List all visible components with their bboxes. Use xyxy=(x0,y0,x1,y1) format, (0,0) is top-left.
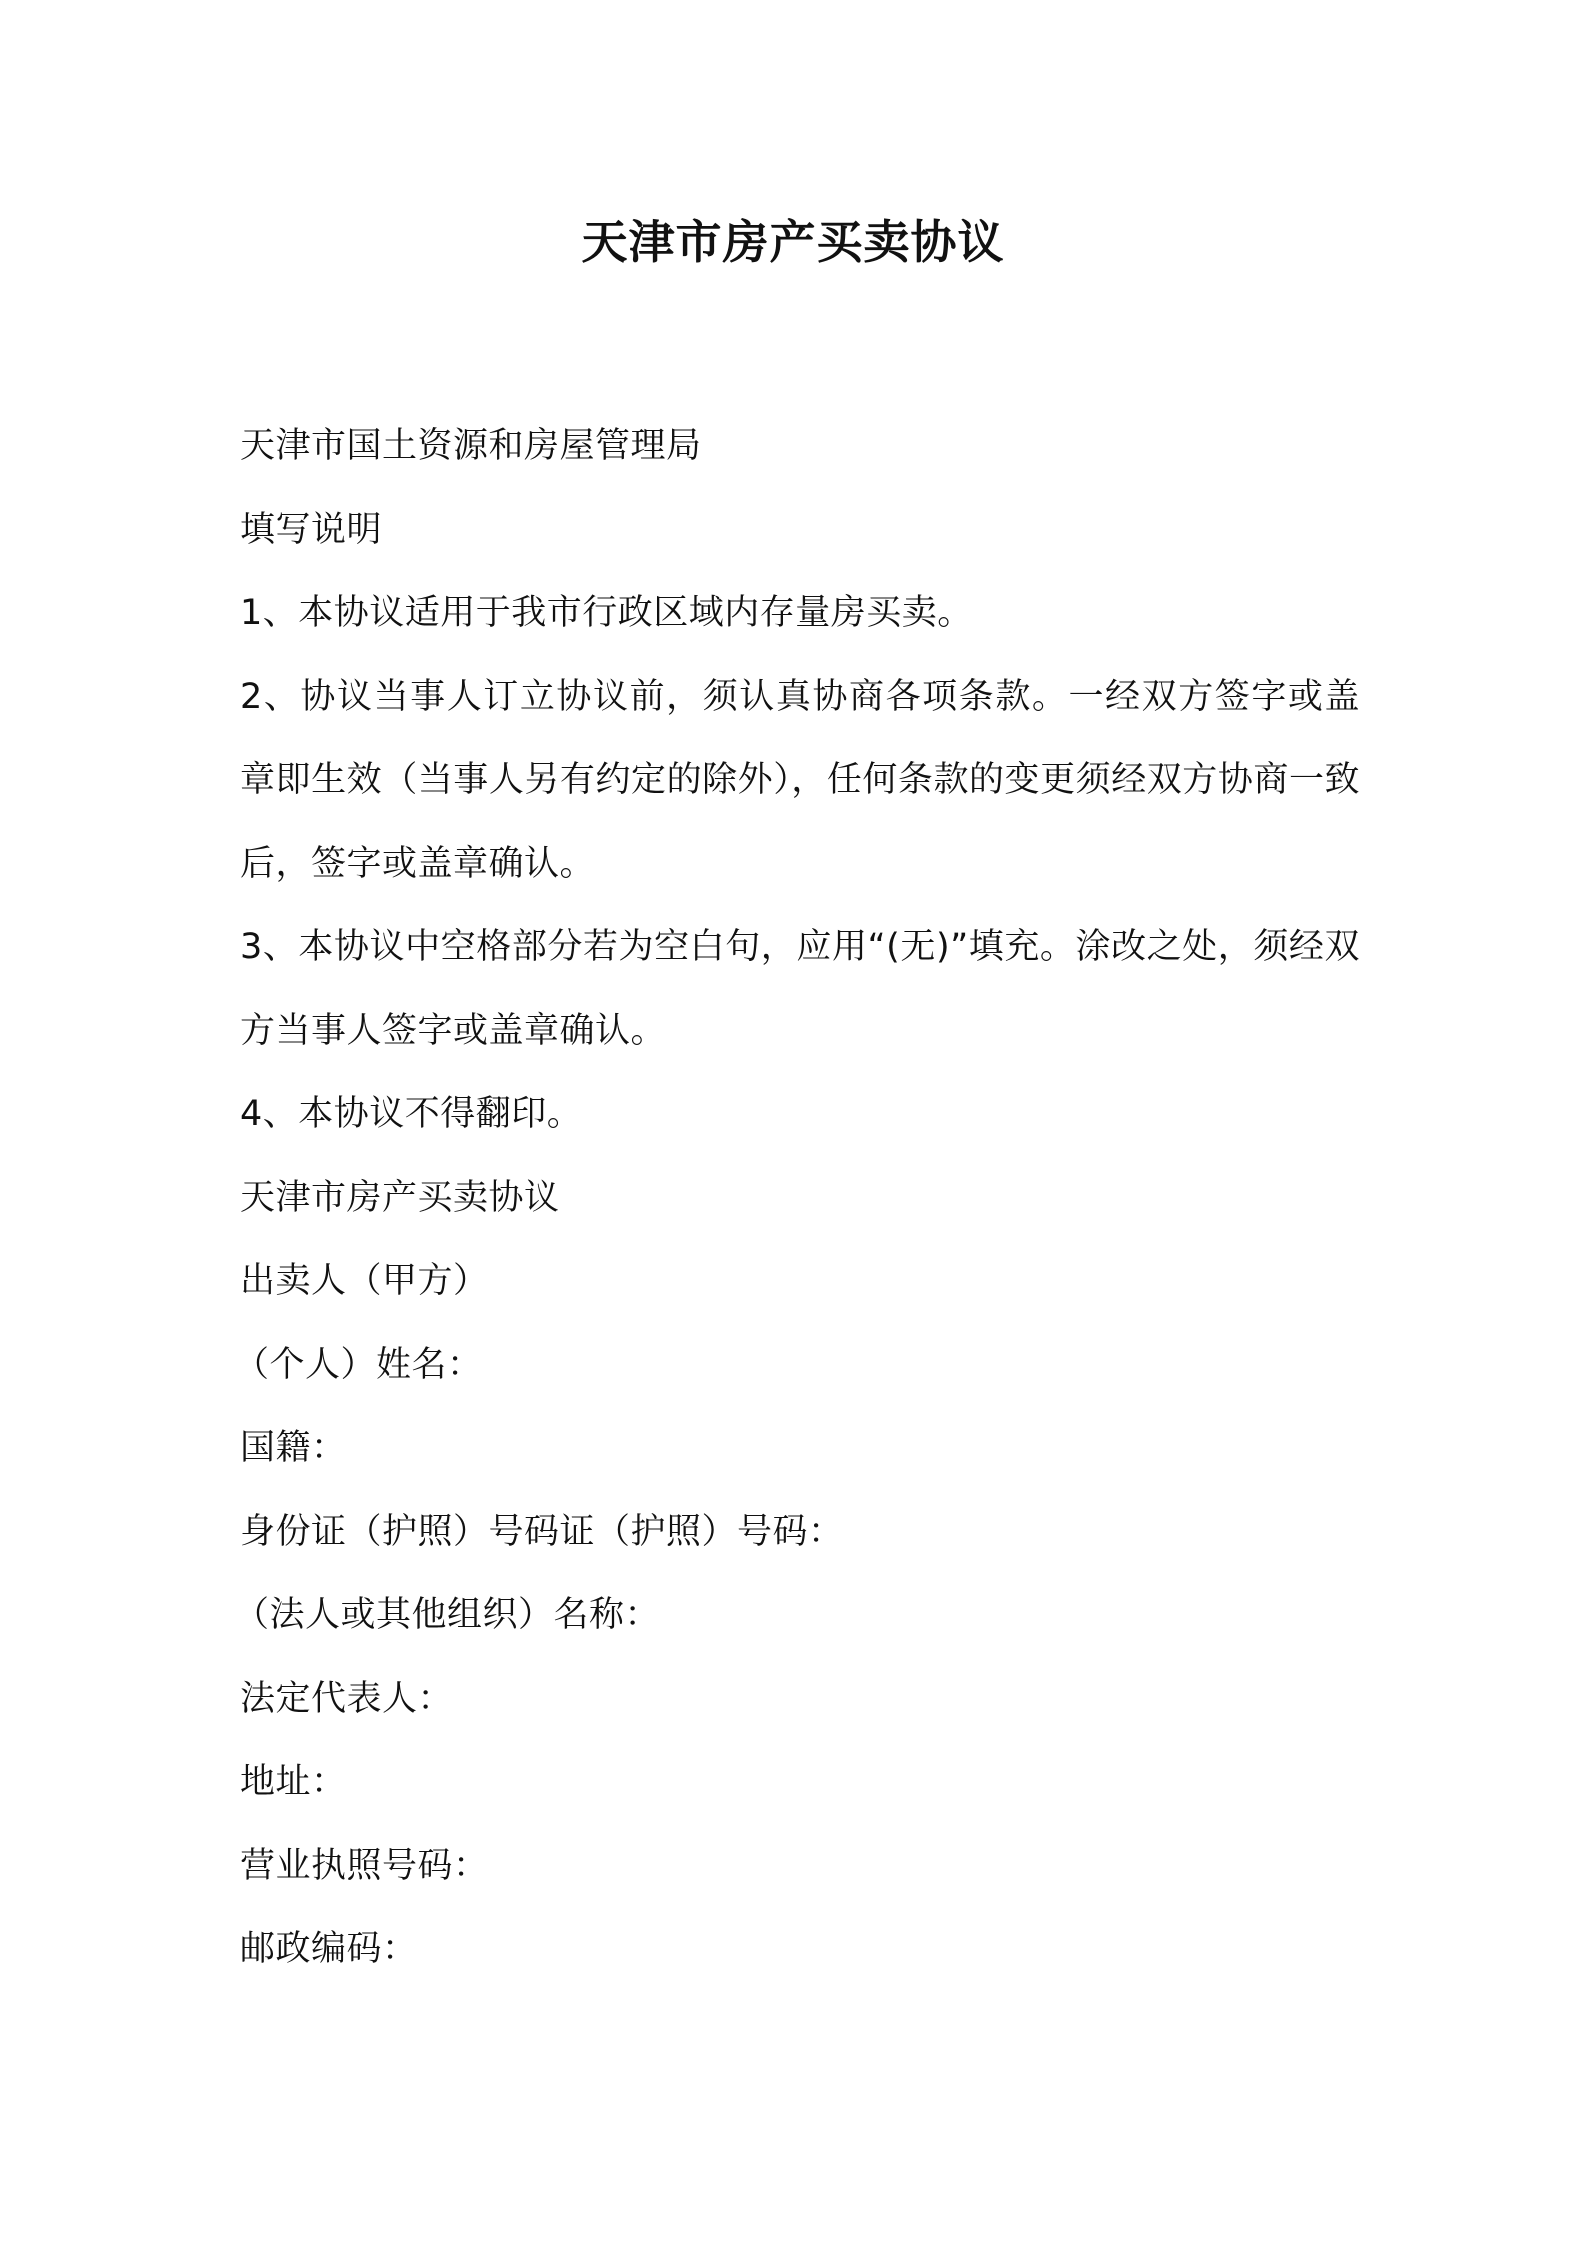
field-id-number: 身份证（护照）号码证（护照）号码： xyxy=(240,1511,844,1552)
instruction-item-1: 1、本协议适用于我市行政区域内存量房买卖。 xyxy=(240,593,973,633)
instruction-item-4: 4、本协议不得翻印。 xyxy=(240,1094,583,1134)
field-individual-name: （个人）姓名： xyxy=(234,1344,483,1385)
field-address: 地址： xyxy=(240,1762,347,1802)
document-title: 天津市房产买卖协议 xyxy=(581,215,1005,269)
instruction-item-3: 3、本协议中空格部分若为空白句，应用“(无)”填充。涂改之处，须经双方当事人签字或盖章确认。 xyxy=(240,927,1360,1051)
field-business-license: 营业执照号码： xyxy=(240,1845,489,1886)
agreement-heading: 天津市房产买卖协议 xyxy=(240,1177,560,1218)
field-postal-code: 邮政编码： xyxy=(240,1929,418,1969)
instruction-item-2: 2、协议当事人订立协议前，须认真协商各项条款。一经双方签字或盖章即生效（当事人另有约定的除外），任何条款的变更须经双方协商一致后，签字或盖章确认。 xyxy=(240,676,1360,884)
seller-heading: 出卖人（甲方） xyxy=(240,1261,489,1301)
field-organization-name: （法人或其他组织）名称： xyxy=(234,1595,661,1635)
instructions-heading: 填写说明 xyxy=(240,509,383,550)
document-body xyxy=(234,405,1360,1992)
issuing-authority: 天津市国土资源和房屋管理局 xyxy=(240,426,702,466)
field-nationality: 国籍： xyxy=(240,1428,347,1468)
field-legal-representative: 法定代表人： xyxy=(240,1678,454,1719)
